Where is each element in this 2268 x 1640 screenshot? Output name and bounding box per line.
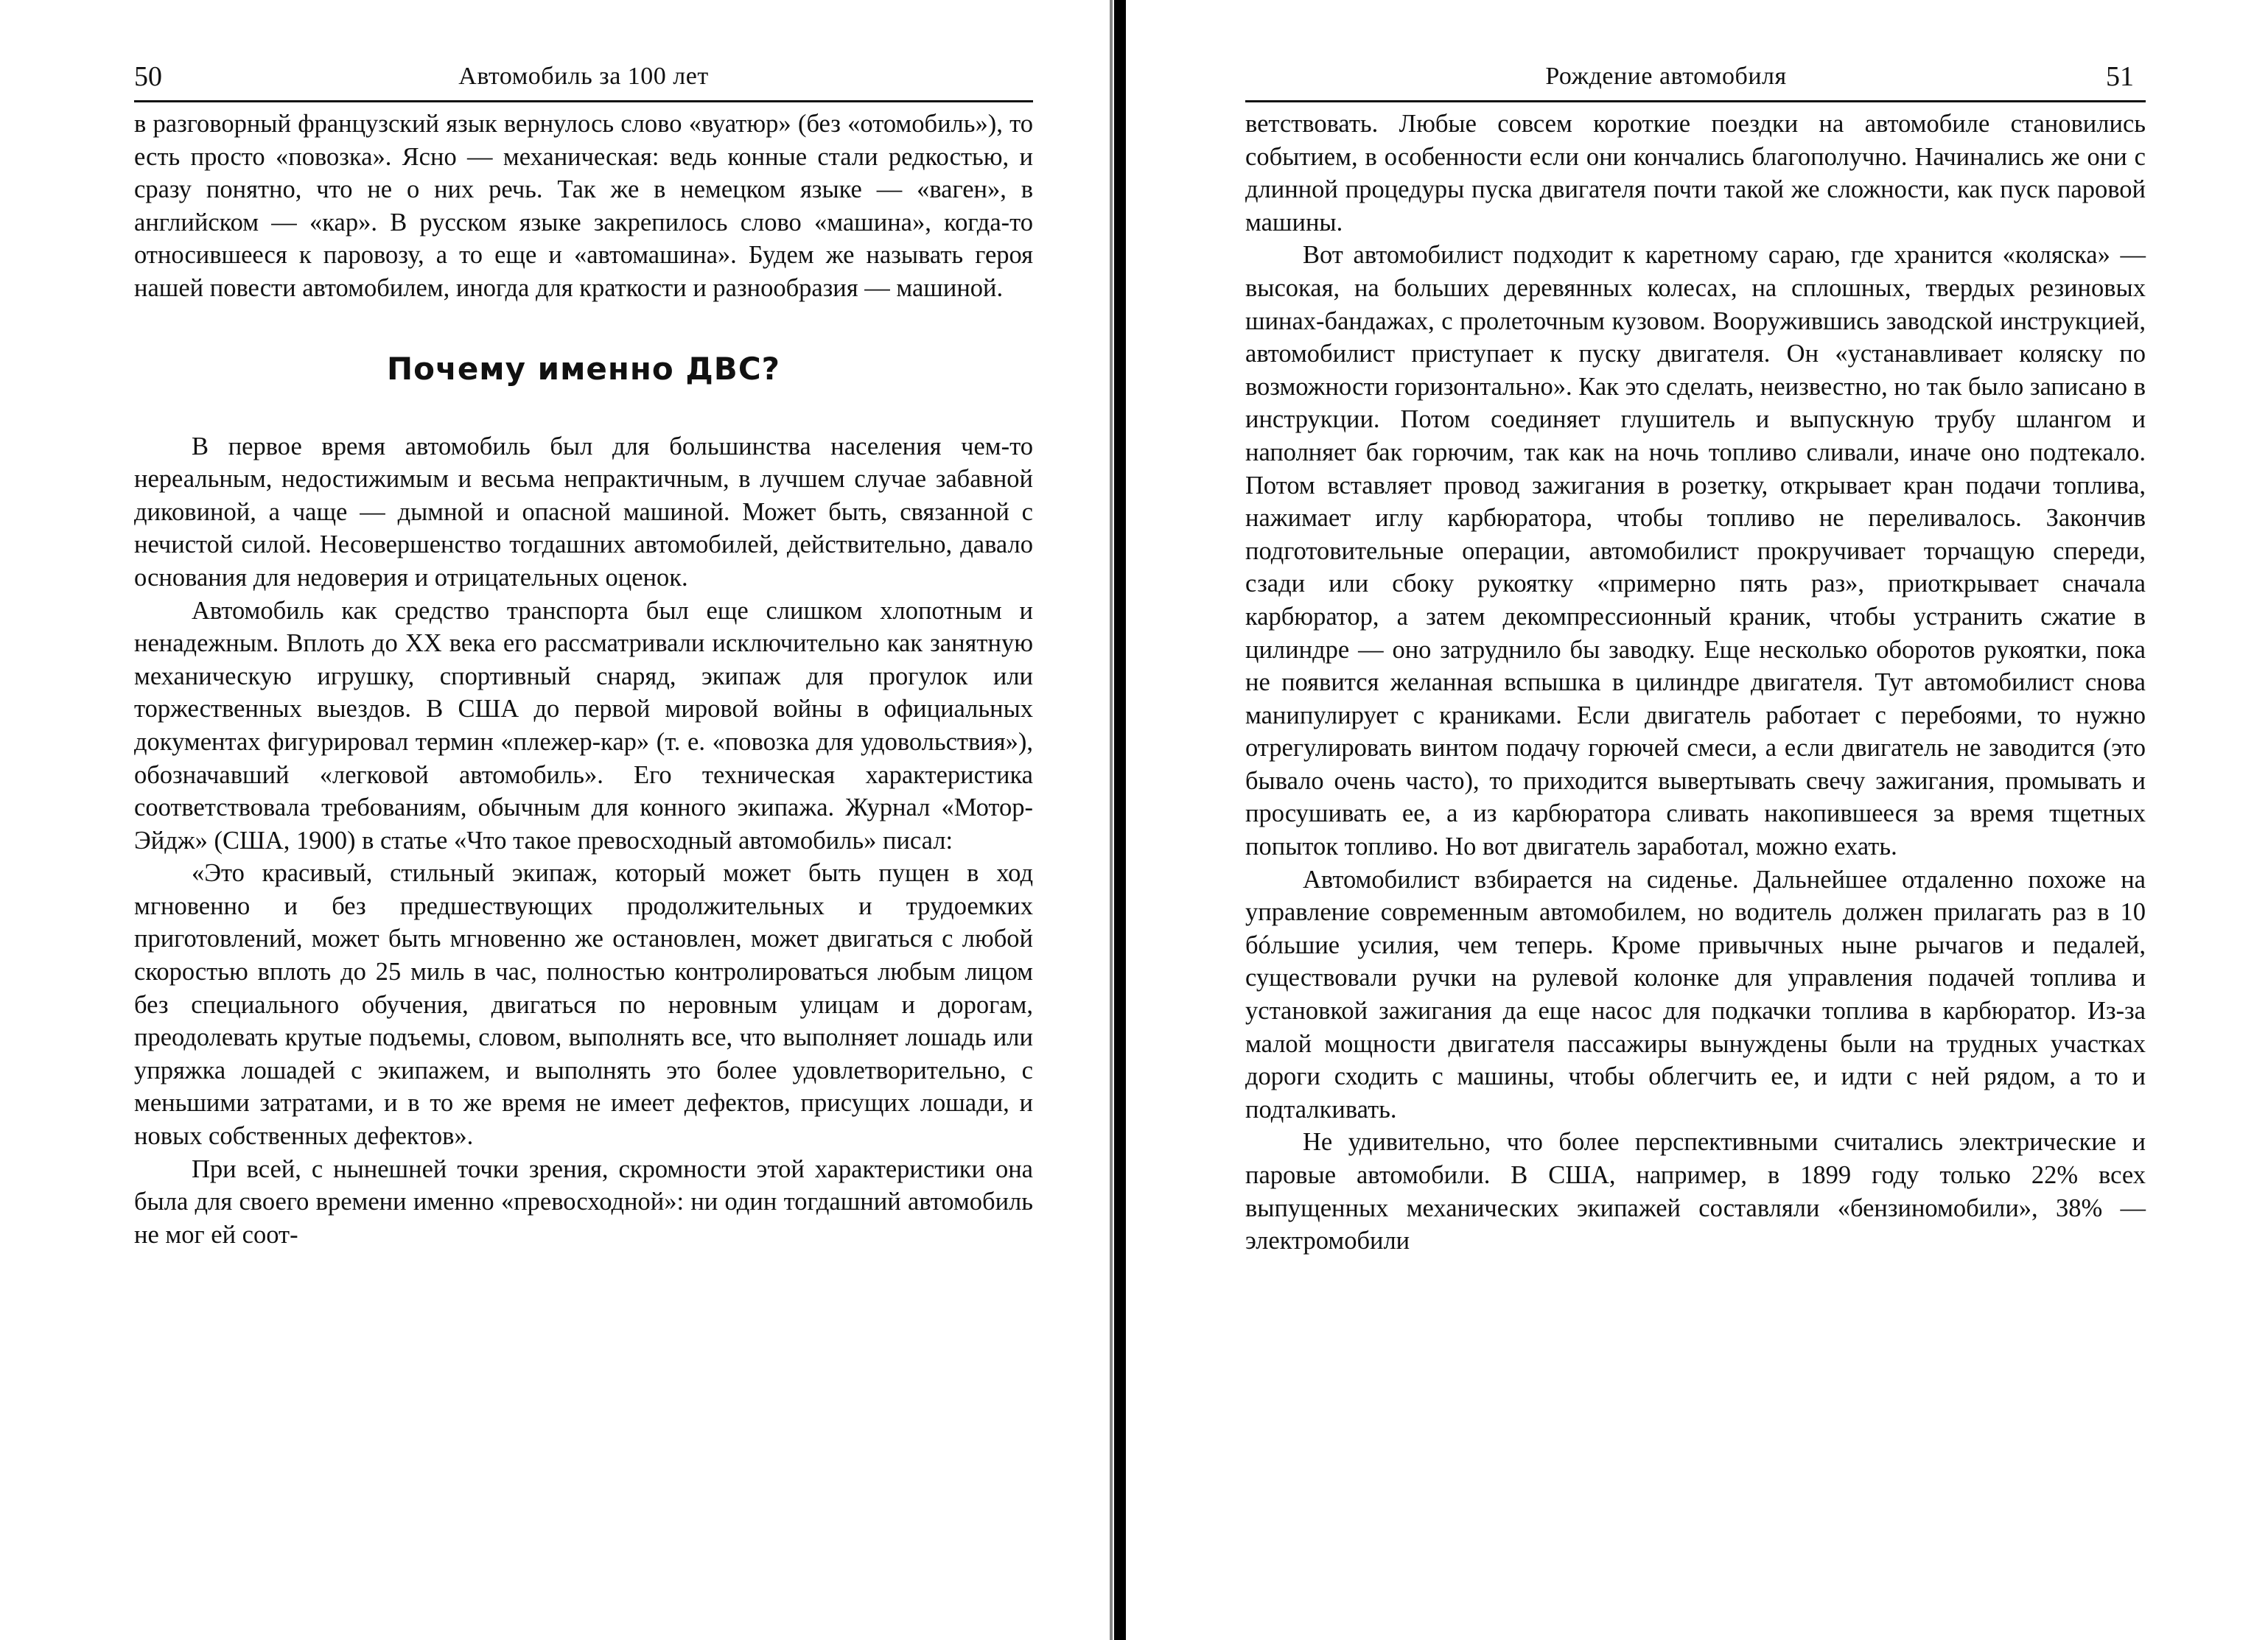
book-spine-edge [1110, 0, 1113, 1640]
left-running-title: Автомобиль за 100 лет [458, 63, 709, 90]
right-paragraph-continued: ветствовать. Любые совсем короткие поездки на автомобиле становились событием, в особенности если они кончались благополучно. Начинались же они с длинной процедуры пуска двигателя почти такой же сложности, как пуск паровой машины. [1245, 110, 2146, 236]
right-page-number: 51 [2106, 61, 2134, 92]
left-paragraph: При всей, с нынешней точки зрения, скромности этой характеристики она была для своего времени именно «превосходной»: ни один тогдашний автомобиль не мог ей соот- [134, 1154, 1033, 1249]
right-running-head [1245, 59, 2146, 94]
right-paragraph: Не удивительно, что более перспективными считались электрические и паровые автомобили. В США, например, в 1899 году только 22% всех выпущенных механических экипажей составляли «бензиномобили», 38% — электромобили [1245, 1128, 2146, 1255]
left-quote-paragraph: «Это красивый, стильный экипаж, который может быть пущен в ход мгновенно и без предшествующих продолжительных и трудоемких приготовлений, может быть мгновенно же остановлен, может двигаться с любой скоростью вплоть до 25 миль в час, полностью контролироваться любым лицом без специального обучения, двигаться по неровным улицам и дорогам, преодолевать крутые подъемы, словом, выполнять все, что выполняет лошадь или упряжка лошадей с экипажем, и выполнять это более удовлетворительно, с меньшими затратами, и в то же время не имеет дефектов, присущих лошади, и новых собственных дефектов». [134, 859, 1033, 1151]
right-header-rule [1245, 100, 2146, 102]
left-body-text [134, 108, 1033, 1251]
left-page-number: 50 [134, 61, 162, 92]
section-heading: Почему именно ДВС? [386, 350, 781, 387]
right-paragraph: Автомобилист взбирается на сиденье. Дальнейшее отдаленно похоже на управление современным автомобилем, но водитель должен прилагать раз в 10 бóльшие усилия, чем теперь. Кроме привычных ныне рычагов и педалей, существовали ручки на рулевой колонке для управления подачей топлива и установкой зажигания да еще насос для подкачки топлива в карбюратор. Из-за малой мощности двигателя пассажиры вынуждены были на трудных участках дороги сходить с машины, чтобы облегчить ее, и идти с ней рядом, а то и подталкивать. [1245, 865, 2146, 1124]
right-running-title: Рождение автомобиля [1545, 63, 1787, 90]
right-paragraph: Вот автомобилист подходит к каретному сараю, где хранится «коляска» — высокая, на больших деревянных колесах, на сплошных, твердых резиновых шинах-бандажах, с пролеточным кузовом. Вооружившись заводской инструкцией, автомобилист приступает к пуску двигателя. Он «устанавливает коляску по возможности горизонтально». Как это сделать, неизвестно, но так было записано в инструкции. Потом соединяет глушитель и выпускную трубу шлангом и наполняет бак горючим, так как на ночь топливо сливали, иначе оно подтекало. Потом вставляет провод зажигания в розетку, открывает кран подачи топлива, нажимает иглу карбюратора, чтобы топливо не переливалось. Закончив подготовительные операции, автомобилист прокручивает торчащую спереди, сзади или сбоку рукоятку «примерно пять раз», приоткрывает сначала карбюратор, а затем декомпрессионный краник, чтобы устранить сжатие в цилиндре — оно затруднило бы заводку. Еще несколько оборотов рукоятки, пока не появится желанная вспышка в цилиндре двигателя. Тут автомобилист снова манипулирует с краниками. Если двигатель работает с перебоями, то нужно отрегулировать винтом подачу горючей смеси, а если двигатель не заводится (это бывало очень часто), то приходится вывертывать свечу зажигания, промывать и просушивать ее, а из карбюратора сливать накопившееся за время тщетных попыток топливо. Но вот двигатель заработал, можно ехать. [1245, 241, 2146, 861]
right-body-text [1245, 108, 2146, 1258]
left-paragraph: В первое время автомобиль был для большинства населения чем-то нереальным, недостижимым и весьма непрактичным, в лучшем случае забавной диковиной, а чаще — дымной и опасной машиной. Может быть, связанной с нечистой силой. Несовершенство тогдашних автомобилей, действительно, давало основания для недоверия и отрицательных оценок. [134, 432, 1033, 592]
right-page [1245, 0, 2146, 1640]
left-paragraph: Автомобиль как средство транспорта был еще слишком хлопотным и ненадежным. Вплоть до XX века его рассматривали исключительно как занятную механическую игрушку, спортивный снаряд, экипаж для прогулок или торжественных выездов. В США до первой мировой войны в официальных документах фигурировал термин «плежер-кар» (т. е. «повозка для удовольствия»), обозначавший «легковой автомобиль». Его техническая характеристика соответствовала требованиям, обычным для конного экипажа. Журнал «Мотор-Эйдж» (США, 1900) в статье «Что такое превосходный автомобиль» писал: [134, 596, 1033, 855]
left-running-head [134, 59, 1033, 94]
left-paragraph-continued: в разговорный французский язык вернулось слово «вуатюр» (без «отомобиль»), то есть просто «повозка». Ясно — механическая: ведь конные стали редкостью, и сразу понятно, что не о них речь. Так же в немецком языке — «ваген», в английском — «кар». В русском языке закрепилось слово «машина», когда-то относившееся к паровозу, а то еще и «автомашина». Будем же называть героя нашей повести автомобилем, иногда для краткости и разнообразия — машиной. [134, 110, 1033, 302]
book-spine [1114, 0, 1126, 1640]
left-page [134, 0, 1033, 1640]
left-header-rule [134, 100, 1033, 102]
